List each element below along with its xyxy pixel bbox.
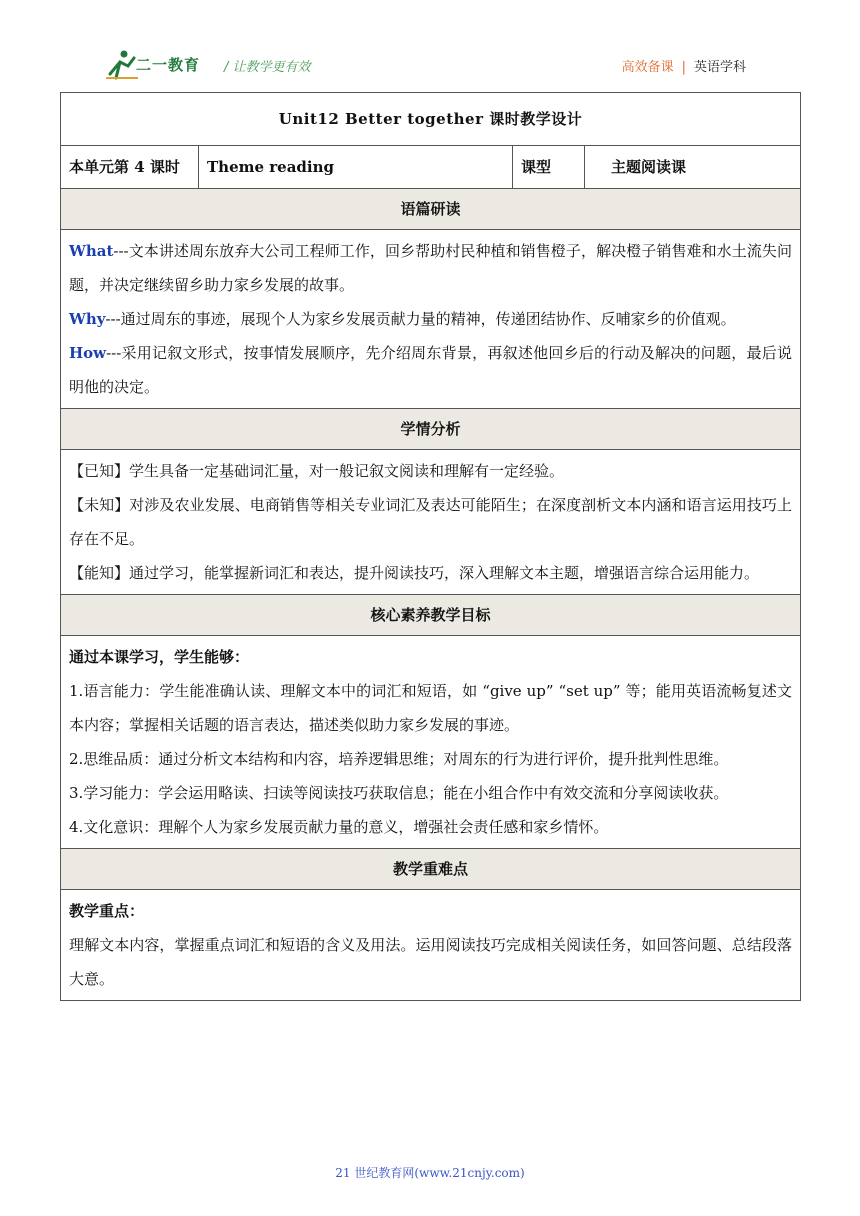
- header-label-prep: 高效备课: [621, 60, 674, 75]
- section-heading-key-points: 教学重难点: [61, 849, 801, 890]
- how-paragraph: [69, 336, 792, 404]
- lesson-label: 本单元第 4 课时: [61, 146, 199, 189]
- lesson-design-table: [60, 92, 801, 1001]
- objective-item: 1.语言能力：学生能准确认读、理解文本中的词汇和短语，如 “give up” “set up” 等；能用英语流畅复述文本内容；掌握相关话题的语言表达，描述类似助力家乡发展的事迹。: [69, 682, 792, 734]
- key-points-text: 理解文本内容，掌握重点词汇和短语的含义及用法。运用阅读技巧完成相关阅读任务，如回答问题、总结段落大意。: [69, 936, 792, 988]
- page-footer: 21 世纪教育网(www.21cnjy.com): [335, 1166, 525, 1180]
- page-header: [96, 44, 760, 93]
- section-heading-text-study: 语篇研读: [61, 189, 801, 230]
- section-heading-objectives: 核心素养教学目标: [61, 595, 801, 636]
- known-paragraph: 【已知】学生具备一定基础词汇量，对一般记叙文阅读和理解有一定经验。: [69, 462, 565, 480]
- key-points-body: [61, 890, 801, 1001]
- header-subject: [622, 56, 746, 75]
- objective-item: 4.文化意识：理解个人为家乡发展贡献力量的意义，增强社会责任感和家乡情怀。: [69, 818, 609, 836]
- lesson-topic: Theme reading: [199, 146, 513, 189]
- unknown-paragraph: 【未知】对涉及农业发展、电商销售等相关专业词汇及表达可能陌生；在深度剖析文本内涵和语言运用技巧上存在不足。: [69, 496, 792, 548]
- slogan: / 让教学更有效: [224, 60, 311, 75]
- type-value: 主题阅读课: [585, 146, 801, 189]
- why-text: ---通过周东的事迹，展现个人为家乡发展贡献力量的精神，传递团结协作、反哺家乡的价值观。: [105, 310, 736, 328]
- document-title: Unit12 Better together 课时教学设计: [61, 93, 801, 146]
- able-paragraph: 【能知】通过学习，能掌握新词汇和表达，提升阅读技巧，深入理解文本主题，增强语言综合运用能力。: [69, 564, 760, 582]
- learner-analysis-body: [61, 450, 801, 595]
- what-text: ---文本讲述周东放弃大公司工程师工作，回乡帮助村民种植和销售橙子，解决橙子销售难和水土流失问题，并决定继续留乡助力家乡发展的故事。: [69, 242, 792, 294]
- header-separator: |: [681, 60, 686, 75]
- how-keyword: How: [69, 344, 107, 362]
- how-text: ---采用记叙文形式，按事情发展顺序，先介绍周东背景，再叙述他回乡后的行动及解决的问题，最后说明他的决定。: [69, 344, 792, 396]
- what-keyword: What: [69, 242, 114, 260]
- objectives-intro: 通过本课学习，学生能够：: [69, 648, 250, 666]
- key-points-subheading: 教学重点：: [69, 902, 145, 920]
- logo-text: 二一教育: [136, 56, 201, 74]
- objectives-body: [61, 636, 801, 849]
- why-paragraph: [69, 302, 792, 336]
- objective-item: 3.学习能力：学会运用略读、扫读等阅读技巧获取信息；能在小组合作中有效交流和分享阅读收获。: [69, 784, 729, 802]
- header-label-subject: 英语学科: [693, 60, 746, 75]
- type-label: 课型: [513, 146, 585, 189]
- what-paragraph: [69, 234, 792, 302]
- why-keyword: Why: [69, 310, 106, 328]
- objective-item: 2.思维品质：通过分析文本结构和内容，培养逻辑思维；对周东的行为进行评价，提升批判性思维。: [69, 750, 729, 768]
- text-study-body: [61, 230, 801, 409]
- section-heading-learner-analysis: 学情分析: [61, 409, 801, 450]
